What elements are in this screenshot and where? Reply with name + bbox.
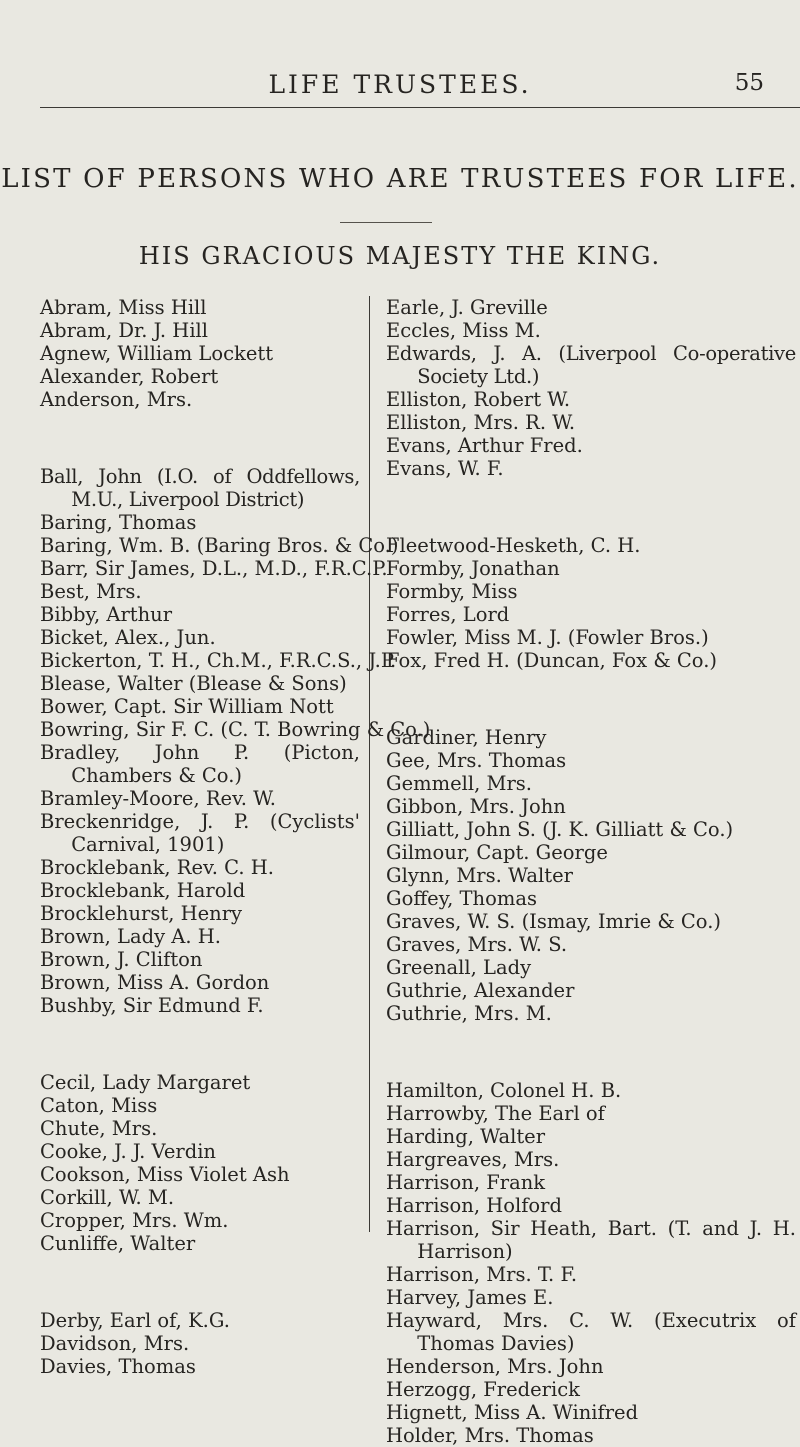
page-title: LIST OF PERSONS WHO ARE TRUSTEES FOR LIFE. (1, 164, 799, 194)
trustee-entry: Edwards, J. A. (Liverpool Co-operative Society Ltd.) (386, 342, 796, 388)
trustee-entry: Fowler, Miss M. J. (Fowler Bros.) (386, 626, 709, 649)
trustee-entry: Brocklehurst, Henry (40, 902, 243, 925)
group-gap (386, 1025, 796, 1079)
trustee-entry: Harrowby, The Earl of (386, 1102, 605, 1125)
group-gap (40, 411, 360, 465)
trustee-entry: Bramley-Moore, Rev. W. (40, 787, 277, 810)
trustee-entry: Bibby, Arthur (40, 603, 173, 626)
group-gap (386, 480, 796, 534)
trustee-entry: Abram, Miss Hill (40, 296, 207, 319)
trustee-entry: Cecil, Lady Margaret (40, 1071, 251, 1094)
running-title: LIFE TRUSTEES. (268, 70, 532, 99)
trustee-entry: Breckenridge, J. P. (Cyclists' Carnival, 1901) (40, 810, 360, 856)
trustee-entry: Brown, J. Clifton (40, 948, 203, 971)
trustee-entry: Best, Mrs. (40, 580, 142, 603)
trustee-entry: Henderson, Mrs. John (386, 1355, 604, 1378)
title-rule (340, 222, 432, 223)
trustee-entry: Elliston, Mrs. R. W. (386, 411, 576, 434)
trustee-entry: Davidson, Mrs. (40, 1332, 190, 1355)
trustee-entry: Fleetwood-Hesketh, C. H. (386, 534, 641, 557)
trustee-entry: Cunliffe, Walter (40, 1232, 196, 1255)
trustee-entry: Gilmour, Capt. George (386, 841, 608, 864)
trustee-entry: Davies, Thomas (40, 1355, 196, 1378)
trustee-entry: Formby, Jonathan (386, 557, 560, 580)
trustee-entry: Graves, W. S. (Ismay, Imrie & Co.) (386, 910, 722, 933)
page-header (0, 70, 800, 104)
trustee-entry: Derby, Earl of, K.G. (40, 1309, 230, 1332)
trustee-entry: Earle, J. Greville (386, 296, 548, 319)
trustee-entry: Chute, Mrs. (40, 1117, 158, 1140)
subtitle: HIS GRACIOUS MAJESTY THE KING. (138, 242, 662, 270)
trustee-entry: Baring, Wm. B. (Baring Bros. & Co.) (40, 534, 399, 557)
trustee-entry: Harrison, Frank (386, 1171, 546, 1194)
trustee-entry: Gemmell, Mrs. (386, 772, 533, 795)
trustee-entry: Abram, Dr. J. Hill (40, 319, 209, 342)
trustee-entry: Alexander, Robert (40, 365, 219, 388)
page-number: 55 (734, 70, 764, 96)
trustee-entry: Formby, Miss (386, 580, 518, 603)
trustee-entry: Guthrie, Alexander (386, 979, 575, 1002)
trustee-entry: Evans, W. F. (386, 457, 504, 480)
trustee-entry: Harrison, Sir Heath, Bart. (T. and J. H. Harrison) (386, 1217, 796, 1263)
trustee-entry: Brown, Lady A. H. (40, 925, 221, 948)
right-column (386, 296, 796, 1447)
trustee-entry: Eccles, Miss M. (386, 319, 541, 342)
trustee-entry: Bickerton, T. H., Ch.M., F.R.C.S., J.P. (40, 649, 397, 672)
trustee-entry: Brown, Miss A. Gordon (40, 971, 270, 994)
trustee-entry: Caton, Miss (40, 1094, 158, 1117)
trustee-entry: Goffey, Thomas (386, 887, 537, 910)
trustee-entry: Guthrie, Mrs. M. (386, 1002, 552, 1025)
trustee-entry: Cooke, J. J. Verdin (40, 1140, 216, 1163)
trustee-entry: Gibbon, Mrs. John (386, 795, 566, 818)
trustee-entry: Bradley, John P. (Picton, Chambers & Co.) (40, 741, 360, 787)
trustee-entry: Brocklebank, Rev. C. H. (40, 856, 274, 879)
trustee-entry: Holder, Mrs. Thomas (386, 1424, 594, 1447)
trustee-entry: Hignett, Miss A. Winifred (386, 1401, 639, 1424)
trustee-entry: Agnew, William Lockett (40, 342, 274, 365)
trustee-entry: Corkill, W. M. (40, 1186, 175, 1209)
trustee-entry: Bower, Capt. Sir William Nott (40, 695, 334, 718)
header-rule (40, 107, 800, 108)
trustee-entry: Evans, Arthur Fred. (386, 434, 583, 457)
trustee-entry: Harding, Walter (386, 1125, 546, 1148)
trustee-entry: Gee, Mrs. Thomas (386, 749, 567, 772)
trustee-entry: Elliston, Robert W. (386, 388, 571, 411)
trustee-entry: Cookson, Miss Violet Ash (40, 1163, 290, 1186)
trustee-entry: Harvey, James E. (386, 1286, 554, 1309)
trustee-entry: Gardiner, Henry (386, 726, 547, 749)
trustee-entry: Hargreaves, Mrs. (386, 1148, 560, 1171)
trustee-entry: Herzogg, Frederick (386, 1378, 580, 1401)
group-gap (40, 1255, 360, 1309)
trustee-entry: Gilliatt, John S. (J. K. Gilliatt & Co.) (386, 818, 734, 841)
trustee-entry: Anderson, Mrs. (40, 388, 193, 411)
trustee-entry: Bicket, Alex., Jun. (40, 626, 216, 649)
trustee-entry: Glynn, Mrs. Walter (386, 864, 573, 887)
column-divider (369, 296, 370, 1232)
trustee-entry: Fox, Fred H. (Duncan, Fox & Co.) (386, 649, 718, 672)
left-column (40, 296, 431, 1378)
trustee-entry: Harrison, Mrs. T. F. (386, 1263, 578, 1286)
trustee-entry: Cropper, Mrs. Wm. (40, 1209, 229, 1232)
trustee-entry: Hayward, Mrs. C. W. (Executrix of Thomas Davies) (386, 1309, 796, 1355)
trustee-entry: Forres, Lord (386, 603, 510, 626)
trustee-entry: Blease, Walter (Blease & Sons) (40, 672, 347, 695)
trustee-entry: Bushby, Sir Edmund F. (40, 994, 264, 1017)
trustee-entry: Bowring, Sir F. C. (C. T. Bowring & Co.) (40, 718, 431, 741)
trustee-entry: Barr, Sir James, D.L., M.D., F.R.C.P. (40, 557, 388, 580)
trustee-entry: Baring, Thomas (40, 511, 197, 534)
group-gap (386, 672, 796, 726)
group-gap (40, 1017, 360, 1071)
trustee-entry: Hamilton, Colonel H. B. (386, 1079, 622, 1102)
trustee-entry: Brocklebank, Harold (40, 879, 246, 902)
trustee-entry: Ball, John (I.O. of Oddfellows, M.U., Liverpool District) (40, 465, 360, 511)
trustee-entry: Harrison, Holford (386, 1194, 562, 1217)
trustee-entry: Graves, Mrs. W. S. (386, 933, 568, 956)
trustee-entry: Greenall, Lady (386, 956, 532, 979)
